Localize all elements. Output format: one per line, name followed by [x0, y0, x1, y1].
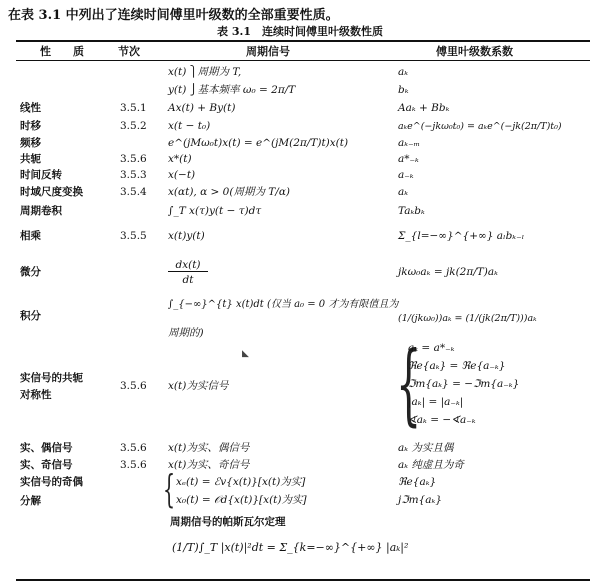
timeshift-signal: x(t − t₀) — [168, 120, 211, 132]
scan-mark-icon: ◣ — [242, 349, 249, 359]
base-coef-a: aₖ — [398, 66, 409, 78]
integration-property: 积分 — [20, 310, 41, 322]
odd-part-signal: x₀(t) = 𝒪d{x(t)}[x(t)为实] — [176, 494, 307, 506]
convolution-coef: Taₖbₖ — [398, 205, 425, 217]
linearity-property: 线性 — [20, 102, 41, 114]
timeshift-property: 时移 — [20, 120, 41, 132]
reversal-property: 时间反转 — [20, 169, 62, 181]
conj-symmetry-coef-3: ℑm{aₖ} = −ℑm{a₋ₖ} — [408, 378, 520, 390]
even-part-coef: ℜe{aₖ} — [398, 476, 437, 488]
differentiation-numerator: dx(t) — [168, 259, 208, 272]
freqshift-property: 频移 — [20, 137, 41, 149]
parseval-title: 周期信号的帕斯瓦尔定理 — [170, 516, 286, 528]
table-caption: 表 3.1 连续时间傅里叶级数性质 — [217, 25, 383, 38]
multiplication-section: 3.5.5 — [120, 230, 147, 242]
header-coefficients: 傅里叶级数系数 — [436, 45, 513, 58]
real-even-property: 实、偶信号 — [20, 442, 73, 454]
convolution-signal: ∫_T x(τ)y(t − τ)dτ — [168, 205, 262, 217]
linearity-section: 3.5.1 — [120, 102, 147, 114]
conj-symmetry-coef-1: aₖ = a*₋ₖ — [408, 342, 455, 354]
reversal-section: 3.5.3 — [120, 169, 147, 181]
conj-symmetry-section: 3.5.6 — [120, 380, 147, 392]
real-odd-signal: x(t)为实、奇信号 — [168, 459, 250, 471]
header-property: 性 质 — [40, 45, 84, 58]
conjugate-section: 3.5.6 — [120, 153, 147, 165]
reversal-coef: a₋ₖ — [398, 169, 414, 181]
linearity-signal: Ax(t) + By(t) — [168, 102, 236, 114]
multiplication-property: 相乘 — [20, 230, 41, 242]
base-signal-x: x(t) ⎫周期为 T, — [168, 66, 242, 78]
left-brace-icon: { — [396, 332, 422, 435]
scaling-signal: x(αt), α > 0(周期为 T/α) — [168, 186, 291, 198]
integration-signal-cont: 周期的) — [168, 327, 204, 339]
even-odd-property: 实信号的奇偶 — [20, 476, 83, 488]
multiplication-signal: x(t)y(t) — [168, 230, 205, 242]
conj-symmetry-property-cont: 对称性 — [20, 389, 52, 401]
odd-part-coef: jℑm{aₖ} — [398, 494, 442, 506]
base-signal-y: y(t) ⎭基本频率 ω₀ = 2π/T — [168, 84, 296, 96]
conj-symmetry-coef-5: ∢aₖ = −∢a₋ₖ — [408, 414, 476, 426]
timeshift-section: 3.5.2 — [120, 120, 147, 132]
differentiation-coef: jkω₀aₖ = jk(2π/T)aₖ — [398, 266, 498, 278]
real-even-coef: aₖ 为实且偶 — [398, 442, 454, 454]
conj-symmetry-coef-4: |aₖ| = |a₋ₖ| — [408, 396, 464, 408]
freqshift-coef: aₖ₋ₘ — [398, 137, 421, 149]
real-odd-section: 3.5.6 — [120, 459, 147, 471]
integration-coef: (1/(jkω₀))aₖ = (1/(jk(2π/T)))aₖ — [398, 313, 537, 324]
even-part-signal: xₑ(t) = ℰv{x(t)}[x(t)为实] — [176, 476, 306, 488]
scaling-property: 时域尺度变换 — [20, 186, 83, 198]
conj-symmetry-signal: x(t)为实信号 — [168, 380, 229, 392]
conj-symmetry-property: 实信号的共轭 — [20, 372, 83, 384]
table-bottom-rule — [16, 579, 590, 581]
left-brace-icon: { — [163, 467, 176, 511]
freqshift-signal: e^(jMω₀t)x(t) = e^(jM(2π/T)t)x(t) — [168, 137, 349, 149]
table-header-rule — [16, 60, 590, 61]
header-section: 节次 — [118, 45, 140, 58]
table-top-rule — [16, 40, 590, 42]
base-coef-b: bₖ — [398, 84, 409, 96]
conjugate-property: 共轭 — [20, 153, 41, 165]
differentiation-property: 微分 — [20, 266, 41, 278]
conjugate-coef: a*₋ₖ — [398, 153, 419, 165]
real-odd-coef: aₖ 纯虚且为奇 — [398, 459, 464, 471]
real-odd-property: 实、奇信号 — [20, 459, 73, 471]
convolution-property: 周期卷积 — [20, 205, 62, 217]
linearity-coef: Aaₖ + Bbₖ — [398, 102, 450, 114]
reversal-signal: x(−t) — [168, 169, 196, 181]
real-even-section: 3.5.6 — [120, 442, 147, 454]
multiplication-coef: Σ_{l=−∞}^{+∞} aₗbₖ₋ₗ — [398, 230, 525, 242]
integration-signal: ∫_{−∞}^{t} x(t)dt (仅当 a₀ = 0 才为有限值且为 — [168, 299, 399, 310]
real-even-signal: x(t)为实、偶信号 — [168, 442, 250, 454]
parseval-formula: (1/T)∫_T |x(t)|²dt = Σ_{k=−∞}^{+∞} |aₖ|² — [172, 541, 409, 554]
even-odd-property-cont: 分解 — [20, 495, 41, 507]
timeshift-coef: aₖe^(−jkω₀t₀) = aₖe^(−jk(2π/T)t₀) — [398, 121, 562, 132]
conj-symmetry-coef-2: ℜe{aₖ} = ℜe{a₋ₖ} — [408, 360, 506, 372]
differentiation-denominator: dt — [182, 274, 194, 286]
intro-sentence: 在表 3.1 中列出了连续时间傅里叶级数的全部重要性质。 — [8, 8, 339, 23]
scaling-section: 3.5.4 — [120, 186, 147, 198]
header-signal: 周期信号 — [246, 45, 290, 58]
scaling-coef: aₖ — [398, 186, 409, 198]
conjugate-signal: x*(t) — [168, 153, 192, 165]
